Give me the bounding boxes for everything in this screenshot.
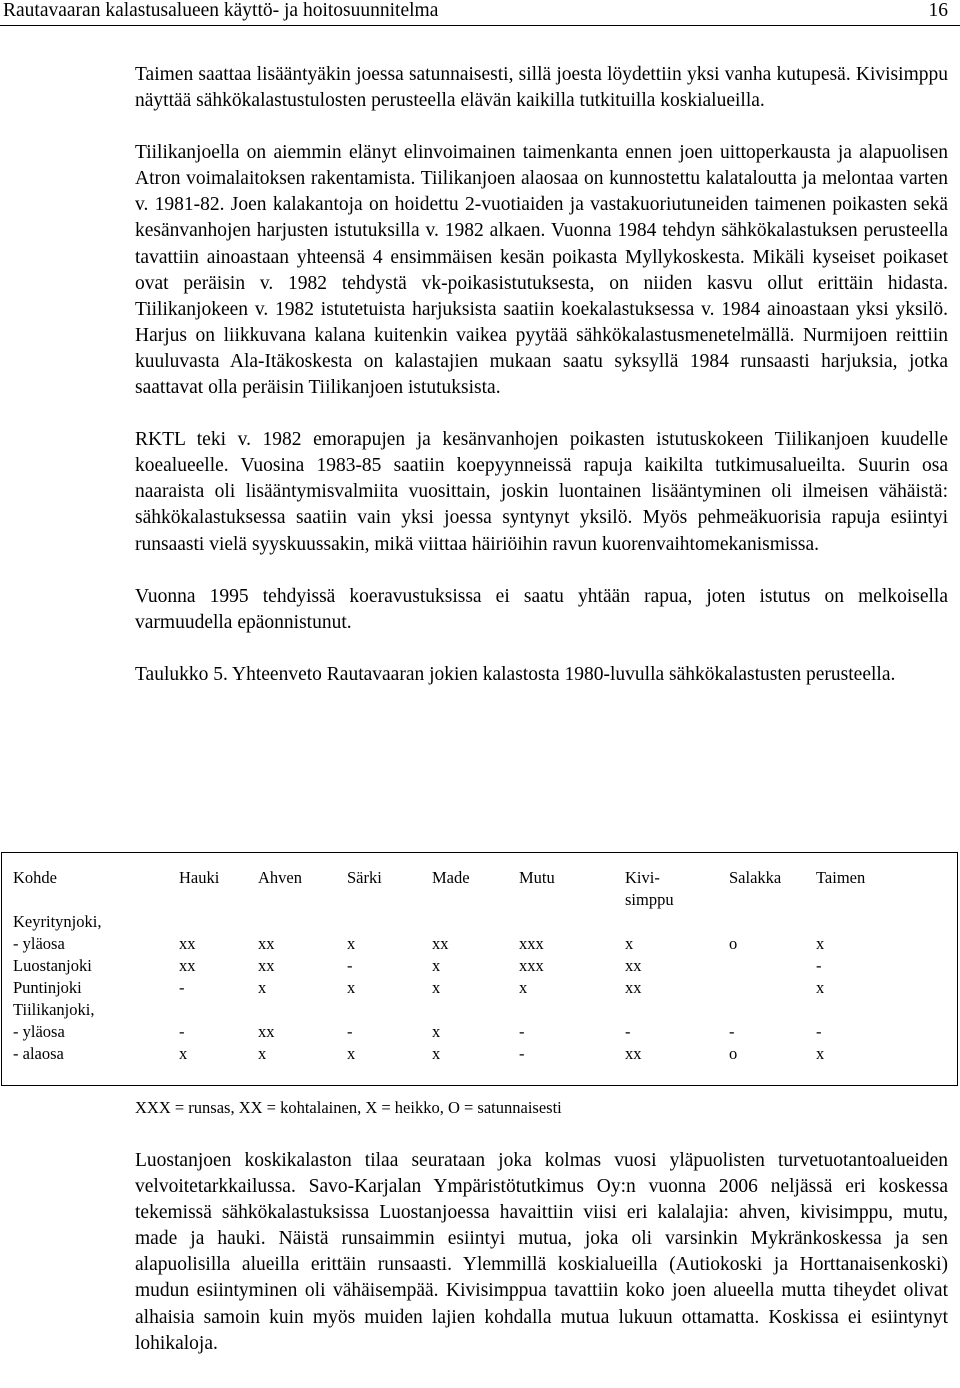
table-cell: - <box>729 1022 735 1041</box>
table-header-cell: Särki <box>347 868 382 887</box>
table-cell: x <box>519 978 528 997</box>
table-cell: Luostanjoki <box>13 956 92 975</box>
paragraph-5: Luostanjoen koskikalaston tilaa seurataan joka kolmas vuosi yläpuolisten turvetuotantoalueiden velvoitetarkkailussa. Savo-Karjalan Ympäristötutkimus Oy:n vuonna 2006 neljässä eri koskessa tekemissä sähkökalastuksissa Luostanjoessa havaittiin viisi eri kalalajia: ahven, kivisimppu, mutu, made ja hauki. Näistä runsaimmin esiintyi mutua, joka oli varsinkin Mykränkoskessa ja sen alapuolisilla alueilla erittäin runsaasti. Ylemmillä koskialueilla (Autiokoski ja Horttanaisenkoski) mudun esiintyminen oli vähäisempää. Kivisimppua tavattiin koko joen alueella mutta tiheydet olivat alhaisia samoin kuin myös muiden lajien kohdalla mutua lukuun ottamatta. Koskissa ei esiintynyt lohikaloja. <box>135 1150 948 1354</box>
table-cell: xx <box>625 978 642 997</box>
paragraph-1: Taimen saattaa lisääntyäkin joessa satunnaisesti, sillä joesta löydettiin yksi vanha kutupesä. Kivisimppu näyttää sähkökalastustulosten perusteella elävän kaikilla tutkituilla koskialueilla. <box>135 64 948 112</box>
table-cell: xx <box>625 1044 642 1063</box>
table-cell: xx <box>179 934 196 953</box>
table-header-cell: Mutu <box>519 868 555 887</box>
paragraph-4: Vuonna 1995 tehdyissä koeravustuksissa ei saatu yhtään rapua, joten istutus on melkoisella varmuudella epäonnistunut. <box>135 585 948 633</box>
header-rule <box>0 25 960 26</box>
table-cell: o <box>729 934 738 953</box>
table-cell: x <box>347 934 356 953</box>
text-block-lower <box>135 1148 948 1357</box>
table-cell: - <box>179 1022 185 1041</box>
table-cell: x <box>432 1044 441 1063</box>
table-cell: x <box>432 978 441 997</box>
table-cell: x <box>432 1022 441 1041</box>
table-legend: XXX = runsas, XX = kohtalainen, X = heikko, O = satunnaisesti <box>135 1098 562 1117</box>
table-cell: - <box>519 1022 525 1041</box>
table-cell: x <box>258 1044 267 1063</box>
table-cell: x <box>347 978 356 997</box>
table-cell: - <box>816 956 822 975</box>
table-cell: x <box>625 934 634 953</box>
table-cell: x <box>347 1044 356 1063</box>
table-cell: - <box>625 1022 631 1041</box>
table-cell: - yläosa <box>13 934 65 953</box>
table-header-cell: Kohde <box>13 868 57 887</box>
table-cell: xx <box>258 934 275 953</box>
table-header-cell: Kivi- <box>625 868 660 887</box>
table-header-cell: Hauki <box>179 868 220 887</box>
table-cell: x <box>816 1044 825 1063</box>
table-header-cell: Ahven <box>258 868 302 887</box>
table-cell: xx <box>258 956 275 975</box>
paragraph-2: Tiilikanjoella on aiemmin elänyt elinvoimainen taimenkanta ennen joen uittoperkausta ja alapuolisen Atron voimalaitoksen rakentamista. Tiilikanjoen alaosaa on kunnostettu kalataloutta ja melontaa varten v. 1981-82. Joen kalakantoja on hoidettu 2-vuotiaiden ja vastakuoriutuneiden taimenen poikasten sekä kesänvanhojen harjusten istutuksilla v. 1982 alkaen. Vuonna 1984 tehdyn sähkökalastuksen perusteella tavattiin ainoastaan yhteensä 4 ensimmäisen kesän poikasta Myllykoskesta. Mikäli kyseiset poikaset ovat peräisin v. 1982 tehdystä vk-poikasistutuksesta, on niiden kasvu ollut erittäin hidasta. Tiilikanjokeen v. 1982 istutetuista harjuksista saatiin koekalastuksessa v. 1984 ainoastaan yksi yksilö. Harjus on liikkuvana kalana kuitenkin vaikea pyytää sähkökalastusmenetelmällä. Nurmijoen reittiin kuuluvasta Ala-Itäkoskesta on kalastajien mukaan saatu syksyllä 1984 runsaasti harjuksia, jotka saattavat olla peräisin Tiilikanjoen istutuksista. <box>135 142 948 399</box>
table-cell: xxx <box>519 956 544 975</box>
table-caption: Taulukko 5. Yhteenveto Rautavaaran jokien kalastosta 1980-luvulla sähkökalastusten perusteella. <box>135 663 896 685</box>
document-title: Rautavaaran kalastusalueen käyttö- ja hoitosuunnitelma <box>3 0 439 21</box>
table-cell: x <box>816 978 825 997</box>
table-header-cell: simppu <box>625 890 674 909</box>
table-cell: - <box>179 978 185 997</box>
table-cell: - <box>347 1022 353 1041</box>
table-cell: x <box>258 978 267 997</box>
table-cell: - yläosa <box>13 1022 65 1041</box>
table-cell: - alaosa <box>13 1044 64 1063</box>
table-cell: Keyritynjoki, <box>13 912 102 931</box>
paragraph-3: RKTL teki v. 1982 emorapujen ja kesänvanhojen poikasten istutuskokeen Tiilikanjoen kuudelle koealueelle. Vuosina 1983-85 saatiin koepyynneissä rapuja kaikilta tutkimusalueilta. Suurin osa naaraista oli lisääntymisvalmiita vuosittain, joskin luontainen lisääntyminen oli ilmeisen vähäistä: sähkökalastuksessa saatiin vain yksi joessa syntynyt yksilö. Myös pehmeäkuorisia rapuja esiintyi runsaasti vielä syyskuussakin, mikä viittaa häiriöihin ravun kuorenvaihtomekanismissa. <box>135 429 948 555</box>
table-cell: - <box>347 956 353 975</box>
table-header-cell: Made <box>432 868 470 887</box>
page-header <box>0 0 960 22</box>
table-cell: x <box>432 956 441 975</box>
page-number: 16 <box>928 0 948 21</box>
table-cell: Puntinjoki <box>13 978 82 997</box>
text-block-upper <box>135 62 948 688</box>
table-header-cell: Salakka <box>729 868 782 887</box>
table-header-cell: Taimen <box>816 868 866 887</box>
table-cell: xx <box>625 956 642 975</box>
table-cell: - <box>519 1044 525 1063</box>
table-cell: - <box>816 1022 822 1041</box>
table-cell: x <box>816 934 825 953</box>
table-cell: xx <box>432 934 449 953</box>
fish-summary-table <box>1 852 958 1086</box>
table-cell: Tiilikanjoki, <box>13 1000 95 1019</box>
table-cell: xx <box>258 1022 275 1041</box>
table-cell: xxx <box>519 934 544 953</box>
table-cell: x <box>179 1044 188 1063</box>
table-cell: xx <box>179 956 196 975</box>
table-cell: o <box>729 1044 738 1063</box>
